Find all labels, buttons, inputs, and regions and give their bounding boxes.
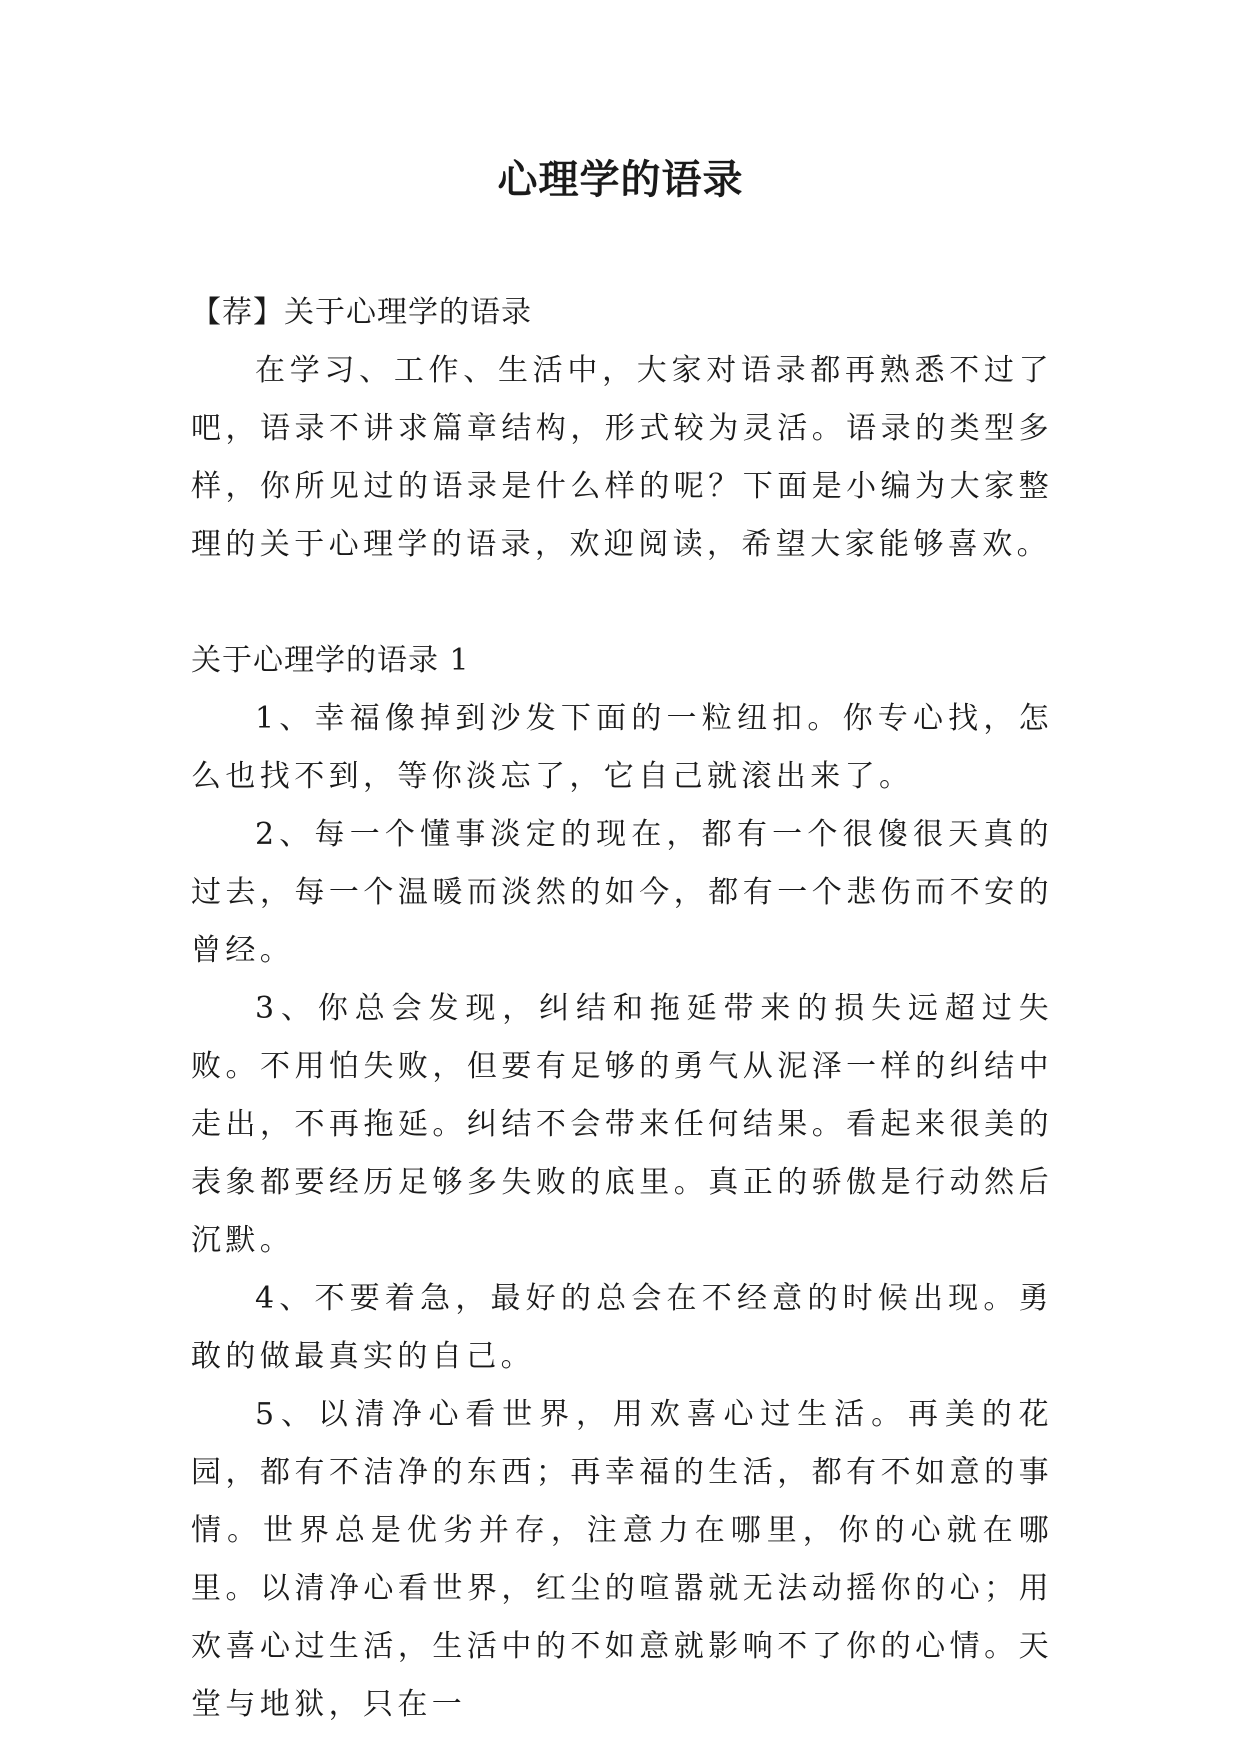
quote-paragraph: 4、不要着急，最好的总会在不经意的时候出现。勇敢的做最真实的自己。 xyxy=(191,1281,1053,1374)
document-title: 心理学的语录 xyxy=(497,156,744,203)
document-body xyxy=(191,284,1053,1734)
quote-paragraph: 5、以清净心看世界，用欢喜心过生活。再美的花园，都有不洁净的东西；再幸福的生活，都有不如意的事情。世界总是优劣并存，注意力在哪里，你的心就在哪里。以清净心看世界，红尘的喧嚣就无法动摇你的心；用欢喜心过生活，生活中的不如意就影响不了你的心情。天堂与地狱，只在一 xyxy=(191,1397,1053,1722)
intro-paragraph: 在学习、工作、生活中，大家对语录都再熟悉不过了吧，语录不讲求篇章结构，形式较为灵活。语录的类型多样，你所见过的语录是什么样的呢？下面是小编为大家整理的关于心理学的语录，欢迎阅读，希望大家能够喜欢。 xyxy=(191,353,1053,562)
section-heading: 关于心理学的语录 1 xyxy=(191,643,470,678)
quote-paragraph: 3、你总会发现，纠结和拖延带来的损失远超过失败。不用怕失败，但要有足够的勇气从泥泽一样的纠结中走出，不再拖延。纠结不会带来任何结果。看起来很美的表象都要经历足够多失败的底里。真正的骄傲是行动然后沉默。 xyxy=(191,991,1053,1258)
document-subtitle: 【荐】关于心理学的语录 xyxy=(191,295,532,330)
quote-paragraph: 2、每一个懂事淡定的现在，都有一个很傻很天真的过去，每一个温暖而淡然的如今，都有一个悲伤而不安的曾经。 xyxy=(191,817,1053,968)
quote-paragraph: 1、幸福像掉到沙发下面的一粒纽扣。你专心找，怎么也找不到，等你淡忘了，它自己就滚出来了。 xyxy=(191,701,1053,794)
